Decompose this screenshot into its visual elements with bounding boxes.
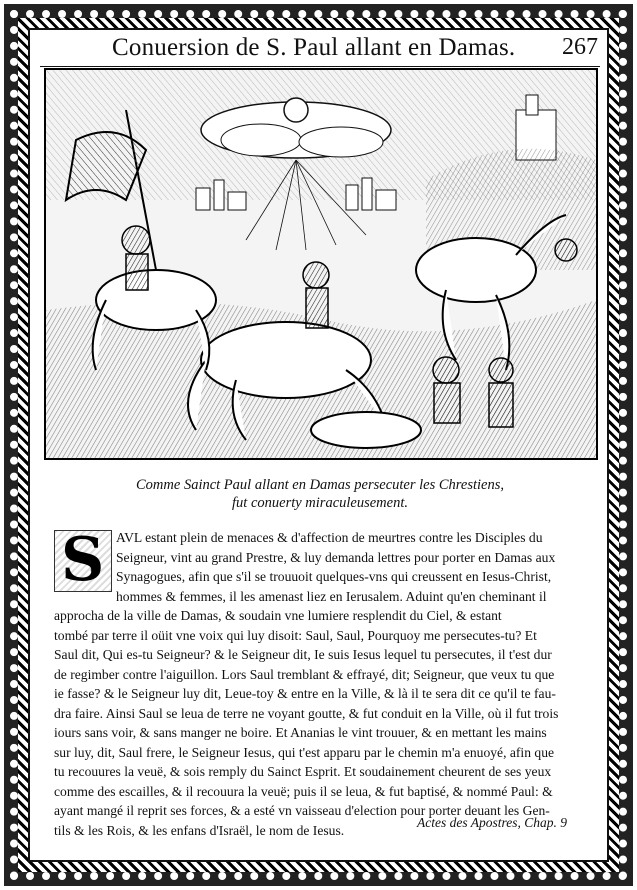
- text-line: Seigneur, vint au grand Prestre, & luy demanda lettres pour porter en Damas aux: [116, 549, 556, 565]
- text-line: tombé par terre il oüit vne voix qui luy disoit: Saul, Saul, Pourquoy me persecutes-tu? Et: [54, 627, 537, 643]
- text-line: hommes & femmes, il les amenast liez en Ierusalem. Aduint qu'en cheminant il: [116, 588, 547, 604]
- text-line: ie fasse? & le Seigneur luy dit, Leue-toy & entre en la Ville, & là il te sera dit ce qu'il te fau-: [54, 686, 556, 701]
- text-line: AVL estant plein de menaces & d'affection de meurtres contre les Disciples du: [116, 530, 543, 545]
- text-line: de regimber contre l'aiguillon. Lors Saul tremblant & effrayé, dit; Seigneur, que veux tu que: [54, 666, 555, 682]
- caption-line-1: Comme Sainct Paul allant en Damas persecuter les Chrestiens,: [136, 477, 504, 493]
- text-line: Saul dit, Qui es-tu Seigneur? & le Seigneur dit, Ie suis Iesus lequel tu persecutes, il t'est dur: [54, 647, 552, 662]
- initial-letter: S: [61, 525, 105, 595]
- page-title: Conuersion de S. Paul allant en Damas.: [112, 34, 516, 61]
- text-line: tils & les Rois, & les enfans d'Israël, le nom de Iesus.: [54, 822, 345, 838]
- text-line: Synagogues, afin que s'il se trouuoit quelques-vns qui creussent en Iesus-Christ,: [116, 569, 552, 584]
- text-line: sur luy, dit, Saul frere, le Seigneur Iesus, qui t'est apparu par le chemin m'a enuoyé, afin que: [54, 744, 555, 760]
- text-line: dra faire. Ainsi Saul se leua de terre ne voyant goutte, & fut conduit en la Ville, où il fut trois: [54, 705, 559, 721]
- scripture-reference: Actes des Apostres, Chap. 9: [417, 815, 567, 830]
- page-header: [40, 32, 600, 67]
- woodcut-engraving-drawing: [46, 70, 596, 458]
- text-line: iours sans voir, & sans manger ne boire. Et Ananias le vint trouuer, & en mettant les mains: [54, 725, 547, 740]
- text-line: tu recouures la veuë, & sois remply du Sainct Esprit. Et soudainement cheurent de ses yeux: [54, 764, 552, 779]
- illustration-caption: [40, 476, 600, 512]
- text-line: approcha de la ville de Damas, & soudain vne lumiere resplendit du Ciel, & estant: [54, 608, 502, 623]
- body-text: [54, 525, 600, 840]
- caption-line-2: fut conuerty miraculeusement.: [232, 495, 408, 511]
- text-line: ayant mangé il reprit ses forces, & a esté vn vaisseau d'election pour porter deuant les Gen-: [54, 803, 550, 818]
- woodcut-illustration: [44, 68, 598, 460]
- text-line: comme des escailles, & il recouura la veuë; puis il se leua, & fut baptisé, & nommé Paul: &: [54, 783, 553, 799]
- page-number: 267: [562, 34, 598, 60]
- shield: [311, 412, 421, 448]
